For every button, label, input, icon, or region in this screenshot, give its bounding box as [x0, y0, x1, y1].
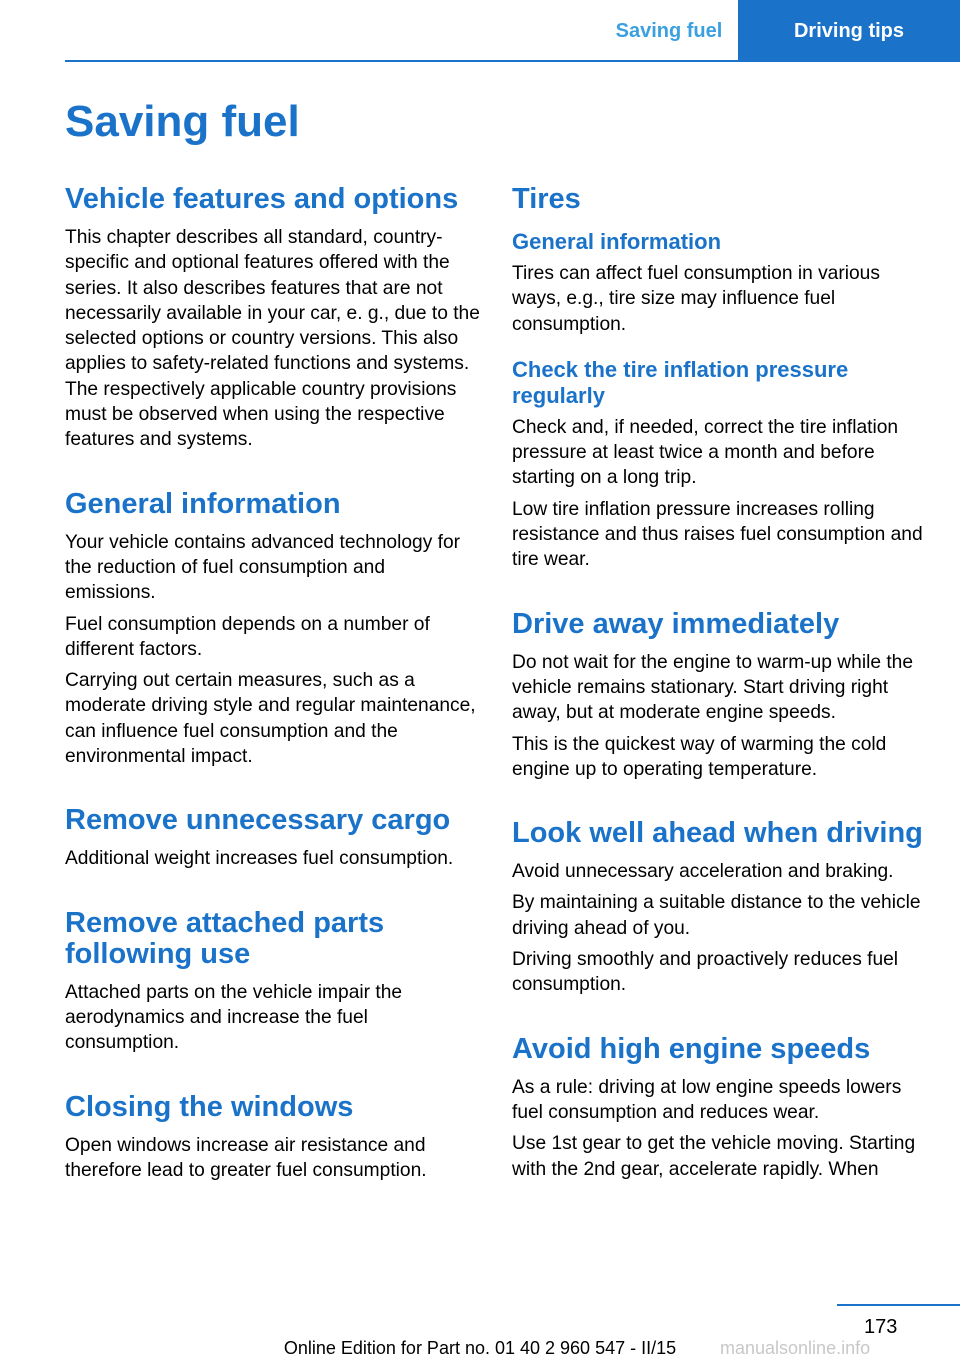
paragraph: Your vehicle contains advanced technology for the reduction of fuel consumption and emissions.	[65, 531, 461, 604]
subsection-heading: General information	[512, 229, 722, 254]
subsection-heading: Check the tire inflation pressure regularly	[512, 356, 849, 408]
page-number: 173	[864, 1316, 898, 1338]
section-vehicle-features	[65, 184, 480, 453]
header-rule	[65, 60, 960, 62]
paragraph: Driving smoothly and proactively reduces fuel consumption.	[512, 949, 899, 996]
header-chapter-tab: Driving tips	[738, 0, 960, 62]
paragraph: By maintaining a suitable distance to the vehicle driving ahead of you.	[512, 892, 921, 939]
paragraph: Attached parts on the vehicle impair the aerodynamics and increase the fuel consumption.	[65, 981, 403, 1054]
paragraph: As a rule: driving at low engine speeds lowers fuel consumption and reduces wear.	[512, 1076, 902, 1123]
paragraph: Fuel consumption depends on a number of different factors.	[65, 613, 430, 660]
paragraph: This chapter describes all standard, country-specific and optional features offered with the series. It also describes features that are not necessarily available in your car, e. g., due to the selected options or country versions. This also applies to safety-related functions and systems. The respectively applicable country provisions must be observed when using the respective features and systems.	[65, 227, 480, 451]
section-remove-cargo	[65, 805, 480, 871]
page-title: Saving fuel	[65, 97, 300, 146]
section-look-ahead	[512, 818, 932, 997]
section-closing-windows	[65, 1092, 480, 1184]
paragraph: Open windows increase air resistance and therefore lead to greater fuel consumption.	[65, 1134, 427, 1181]
section-heading: Avoid high engine speeds	[512, 1032, 871, 1065]
header-section-title: Saving fuel	[615, 19, 723, 42]
paragraph: This is the quickest way of warming the cold engine up to operating temperature.	[512, 733, 887, 780]
section-heading: Remove unnecessary cargo	[65, 804, 451, 837]
edition-note: Online Edition for Part no. 01 40 2 960 547 - II/15	[283, 1338, 677, 1358]
paragraph: Avoid unnecessary acceleration and braking.	[512, 861, 894, 883]
section-heading: General information	[65, 487, 341, 520]
subsection-tire-pressure	[512, 357, 932, 573]
left-column	[65, 184, 480, 1219]
section-heading: Closing the windows	[65, 1090, 354, 1123]
paragraph: Use 1st gear to get the vehicle moving. Starting with the 2nd gear, accelerate rapidly. When	[512, 1133, 916, 1180]
paragraph: Do not wait for the engine to warm-up while the vehicle remains stationary. Start driving right away, but at moderate engine speeds.	[512, 651, 914, 724]
section-heading: Remove attached parts following use	[65, 906, 385, 970]
section-remove-parts	[65, 908, 480, 1056]
section-avoid-high-speeds	[512, 1034, 932, 1182]
page-header	[0, 0, 960, 62]
paragraph: Tires can affect fuel consumption in various ways, e.g., tire size may influence fuel consumption.	[512, 263, 880, 335]
paragraph: Low tire inflation pressure increases rolling resistance and thus raises fuel consumption and tire wear.	[512, 498, 923, 571]
section-heading: Look well ahead when driving	[512, 817, 923, 850]
section-general-information	[65, 489, 480, 770]
section-heading: Vehicle features and options	[65, 183, 459, 215]
watermark: manualsonline.info	[720, 1338, 871, 1358]
subsection-tires-general	[512, 229, 932, 337]
right-column	[512, 184, 932, 1218]
section-tires	[512, 184, 932, 573]
section-heading: Tires	[512, 183, 581, 215]
footer-rule	[837, 1304, 960, 1306]
paragraph: Carrying out certain measures, such as a moderate driving style and regular maintenance, can influence fuel consumption and the environmental impact.	[65, 670, 476, 768]
paragraph: Check and, if needed, correct the tire inflation pressure at least twice a month and before starting on a long trip.	[512, 416, 899, 489]
paragraph: Additional weight increases fuel consumption.	[65, 848, 454, 870]
section-heading: Drive away immediately	[512, 607, 840, 640]
section-drive-away	[512, 609, 932, 782]
